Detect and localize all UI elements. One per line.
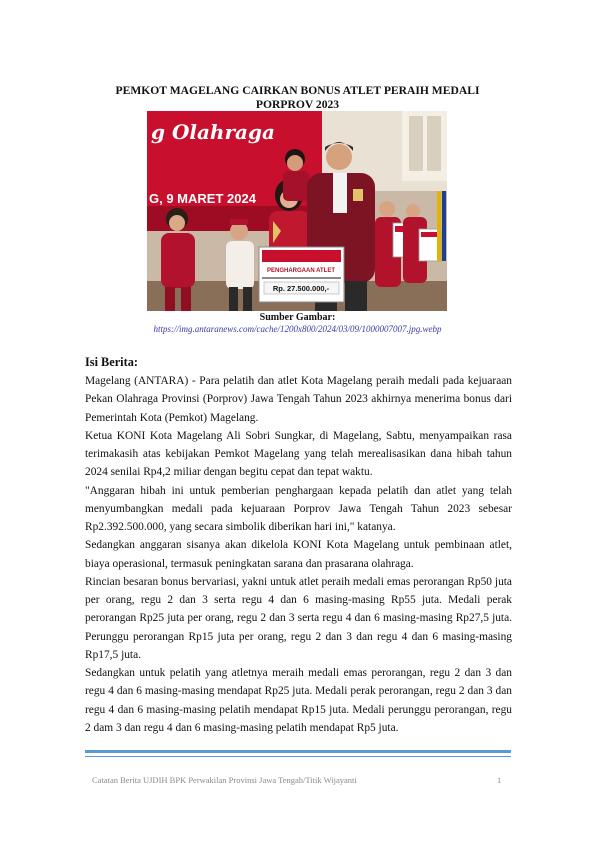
paragraph-quote: "Anggaran hibah ini untuk pemberian penghargaan kepada pelatih dan atlet yang telah menyumbangkan medali pada kejuaraan Porprov Jawa Tengah Tahun 2023 sebesar Rp2.392.500.000, yang secara simbolik diberikan hari ini," katanya. — [85, 484, 512, 533]
footer-text: Catatan Berita UJDIH BPK Perwakilan Provinsi Jawa Tengah/Titik Wijayanti — [92, 775, 357, 785]
paragraph-koni-chair: Ketua KONI Kota Magelang Ali Sobri Sungkar, di Magelang, Sabtu, menyampaikan rasa terimakasih atas kebijakan Pemkot Magelang yang telah merealisasikan dana hibah tahun 2024 senilai Rp4,2 miliar dengan begitu cepat dan tepat waktu. — [85, 429, 512, 479]
page-number: 1 — [497, 775, 502, 785]
check-board-amount: Rp. 27.500.000,- — [272, 284, 330, 293]
paragraph-remaining-budget: Sedangkan anggaran sisanya akan dikelola KONI Kota Magelang untuk pembinaan atlet, biaya operasional, termasuk peningkatan sarana dan prasarana olahraga. — [85, 539, 512, 570]
banner-text: g Olahraga — [151, 120, 275, 144]
footer-rule-thin — [85, 756, 511, 757]
news-photo — [147, 111, 447, 311]
article-body — [85, 372, 512, 737]
article-title — [90, 84, 505, 112]
paragraph-intro: Magelang (ANTARA) - Para pelatih dan atlet Kota Magelang peraih medali pada kejuaraan Pekan Olahraga Provinsi (Porprov) Jawa Tengah Tahun 2023 akhirnya menerima bonus dari Pemerintah Kota (Pemkot) Magelang. — [85, 375, 512, 424]
paragraph-coach-bonus: Sedangkan untuk pelatih yang atletnya meraih medali emas perorangan, regu 2 dan 3 dan regu 4 dan 6 masing-masing mendapat Rp25 juta. Medali perak perorangan, regu 2 dan 3 dan regu 4 dan 6 masing-masing pelatih mendapat Rp15 juta. Medali perunggu perorangan, regu 2 dam 3 dan regu 4 dan 6 masing-masing pelatih mendapat Rp5 juta. — [85, 667, 512, 734]
article-title-line-1: PEMKOT MAGELANG CAIRKAN BONUS ATLET PERAIH MEDALI — [115, 84, 480, 97]
check-board-header: PENGHARGAAN ATLET — [267, 268, 335, 274]
image-source-label: Sumber Gambar: — [259, 312, 336, 323]
section-heading: Isi Berita: — [85, 355, 138, 369]
image-source-url[interactable]: https://img.antaranews.com/cache/1200x800/2024/03/09/1000007007.jpg.webp — [153, 324, 442, 334]
check-board — [259, 247, 344, 302]
article-title-line-2: PORPROV 2023 — [255, 98, 340, 111]
paragraph-athlete-bonus: Rincian besaran bonus bervariasi, yakni untuk atlet peraih medali emas perorangan Rp50 juta per orang, regu 2 dan 3 serta regu 4 dan 6 masing-masing Rp55 juta. Medali perak perorangan Rp25 juta per orang, regu 2 dan 3 serta regu 4 dan 6 masing-masing Rp27,5 juta. Perunggu perorangan Rp15 juta per orang, regu 2 dan 3 dan regu 4 dan 6 masing-masing Rp17,5 juta. — [85, 575, 512, 661]
footer-rule-thick — [85, 750, 511, 753]
banner-date-text: G, 9 MARET 2024 — [149, 191, 256, 206]
